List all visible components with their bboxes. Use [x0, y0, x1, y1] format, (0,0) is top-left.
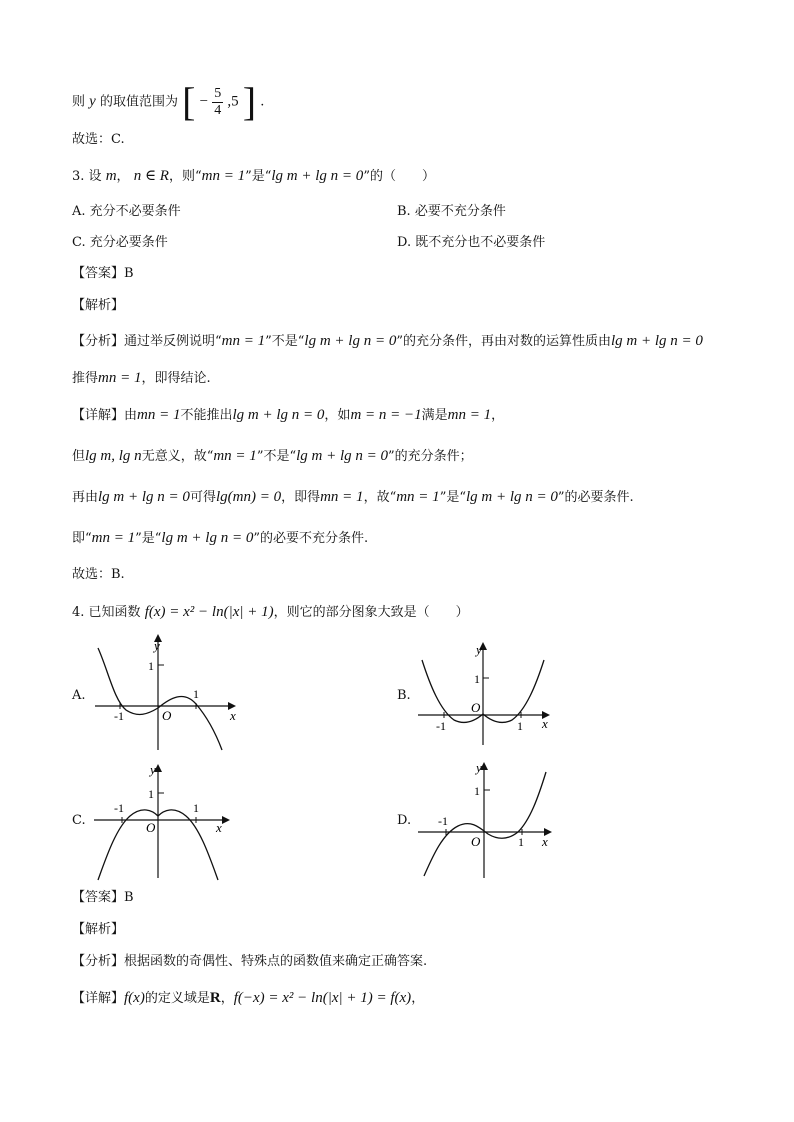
x-label: x [542, 716, 548, 731]
text: ，则它的部分图象大致是（ ） [273, 605, 469, 620]
x-axis-arrow [222, 816, 230, 824]
math: lg(mn) = 0 [215, 489, 282, 505]
q4-stem [72, 602, 469, 623]
q4-analysis-head: 【解析】 [72, 922, 125, 937]
neg-one-label: -1 [114, 801, 124, 815]
math: mn = 1 [91, 530, 136, 546]
graph-a-label: A. [72, 688, 86, 703]
text: 推得 [72, 371, 99, 386]
q3-fenxi-cont [72, 368, 211, 389]
math: n ∈ R [133, 168, 169, 184]
text: ， [116, 169, 130, 184]
numerator: 5 [214, 85, 222, 101]
pos-one-label: 1 [193, 687, 199, 701]
math: lg m + lg n = 0 [304, 333, 397, 349]
right-bracket: ] [242, 79, 257, 124]
x-label: x [230, 708, 236, 723]
y-one-label: 1 [474, 784, 480, 798]
y-one-label: 1 [148, 787, 154, 801]
denominator: 4 [214, 102, 222, 118]
math: lg m + lg n = 0 [232, 407, 325, 423]
left-bracket: [ [182, 79, 196, 124]
text: ， [220, 991, 234, 1006]
text: 满是 [421, 408, 448, 423]
q3-line3 [72, 487, 634, 508]
text: ”的（ ） [363, 169, 435, 184]
q4-xiangjie [72, 988, 424, 1009]
q4-fenxi: 【分析】根据函数的奇偶性、特殊点的函数值来确定正确答案. [72, 954, 428, 969]
origin-label: O [162, 708, 172, 723]
text: 无意义，故“ [141, 449, 214, 464]
prev-choice: 故选：C. [72, 132, 125, 147]
text: ，即得 [281, 490, 321, 505]
y-label: y [154, 638, 160, 653]
text: ， [411, 991, 425, 1006]
origin-label: O [471, 834, 481, 849]
math: lg m + lg n = 0 [465, 489, 558, 505]
q3-fenxi [72, 331, 703, 352]
math: mn = 1 [447, 407, 492, 423]
graph-a [90, 630, 240, 755]
y-label: y [476, 760, 482, 775]
text: ”是“ [245, 169, 272, 184]
math: m [105, 168, 117, 184]
text: ”不是“ [256, 449, 297, 464]
text: ”的充分条件，再由对数的运算性质由 [396, 334, 611, 349]
graph-c-label: C. [72, 813, 86, 828]
x-label: x [542, 834, 548, 849]
fraction [212, 86, 223, 119]
math: mn = 1 [213, 448, 257, 464]
q3-line2 [72, 446, 473, 467]
q3-option-a: A. 充分不必要条件 [72, 204, 181, 219]
math-text: ,5 [227, 93, 239, 110]
y-one-label: 1 [148, 659, 154, 673]
math: f(x) [124, 990, 145, 1006]
math: mn = 1 [98, 370, 142, 386]
q3-xiangjie [72, 405, 504, 426]
text: 3. 设 [72, 169, 102, 184]
graph-b [414, 640, 554, 750]
text: ”是“ [135, 531, 162, 546]
text: 但 [72, 449, 86, 464]
q3-option-d: D. 既不充分也不必要条件 [397, 235, 546, 250]
q3-choice: 故选：B. [72, 567, 125, 582]
x-label: x [216, 820, 222, 835]
q4-answer: 【答案】B [72, 890, 134, 905]
q3-option-c: C. 充分必要条件 [72, 235, 168, 250]
math: lg m + lg n = 0 [271, 168, 364, 184]
math: mn = 1 [320, 489, 364, 505]
math: mn = 1 [221, 333, 266, 349]
graph-d-label: D. [397, 813, 412, 828]
pos-one-label: 1 [193, 801, 199, 815]
origin-label: O [471, 700, 481, 715]
text: ”是“ [439, 490, 466, 505]
math: lg m + lg n = 0 [98, 489, 190, 505]
text: ， [491, 408, 505, 423]
curve [98, 648, 222, 750]
q3-option-b: B. 必要不充分条件 [397, 204, 506, 219]
text: 【详解】由 [72, 408, 138, 423]
text: 的取值范围为 [99, 94, 178, 110]
graph-c [90, 758, 240, 883]
graph-b-label: B. [397, 688, 411, 703]
math: lg m, lg n [85, 448, 142, 464]
math: lg m + lg n = 0 [296, 448, 389, 464]
text: 的定义域是 [144, 991, 210, 1006]
text: ，则“ [168, 169, 202, 184]
text: ，如 [324, 408, 351, 423]
math-var: y [89, 93, 96, 110]
origin-label: O [146, 820, 156, 835]
q3-answer: 【答案】B [72, 266, 134, 281]
pos-one-label: 1 [518, 835, 524, 849]
math: f(−x) = x² − ln(|x| + 1) = f(x) [233, 990, 412, 1006]
math: mn = 1 [201, 168, 246, 184]
math: R [209, 990, 221, 1006]
neg-one-label: -1 [436, 719, 446, 733]
text: 【详解】 [72, 991, 125, 1006]
math: mn = 1 [137, 407, 181, 423]
text: ”的必要不充分条件. [253, 531, 369, 546]
math: lg m + lg n = 0 [161, 530, 254, 546]
math: lg m + lg n = 0 [611, 333, 703, 349]
math-sign: − [199, 93, 209, 110]
text: 可得 [189, 490, 216, 505]
neg-one-label: -1 [438, 814, 448, 828]
q3-analysis-head: 【解析】 [72, 298, 125, 313]
y-label: y [476, 642, 482, 657]
text: 4. 已知函数 [72, 605, 141, 620]
text: ”的必要条件. [557, 490, 634, 505]
math: m = n = −1 [350, 407, 422, 423]
text: . [260, 94, 265, 110]
text: 则 [72, 94, 86, 110]
q3-line4 [72, 528, 368, 549]
text: ”不是“ [265, 334, 305, 349]
text: ，故“ [363, 490, 397, 505]
text: ，即得结论. [141, 371, 211, 386]
range-line [72, 79, 265, 124]
text: 【分析】通过举反例说明“ [72, 334, 222, 349]
q3-stem [72, 166, 435, 187]
y-one-label: 1 [474, 672, 480, 686]
text: ”的充分条件； [388, 449, 473, 464]
text: 即“ [72, 531, 92, 546]
math: mn = 1 [396, 489, 440, 505]
pos-one-label: 1 [517, 719, 523, 733]
math: f(x) = x² − ln(|x| + 1) [144, 604, 274, 620]
graph-d [414, 758, 559, 883]
neg-one-label: -1 [114, 709, 124, 723]
text: 不能推出 [180, 408, 233, 423]
y-label: y [150, 762, 156, 777]
text: 再由 [72, 490, 99, 505]
